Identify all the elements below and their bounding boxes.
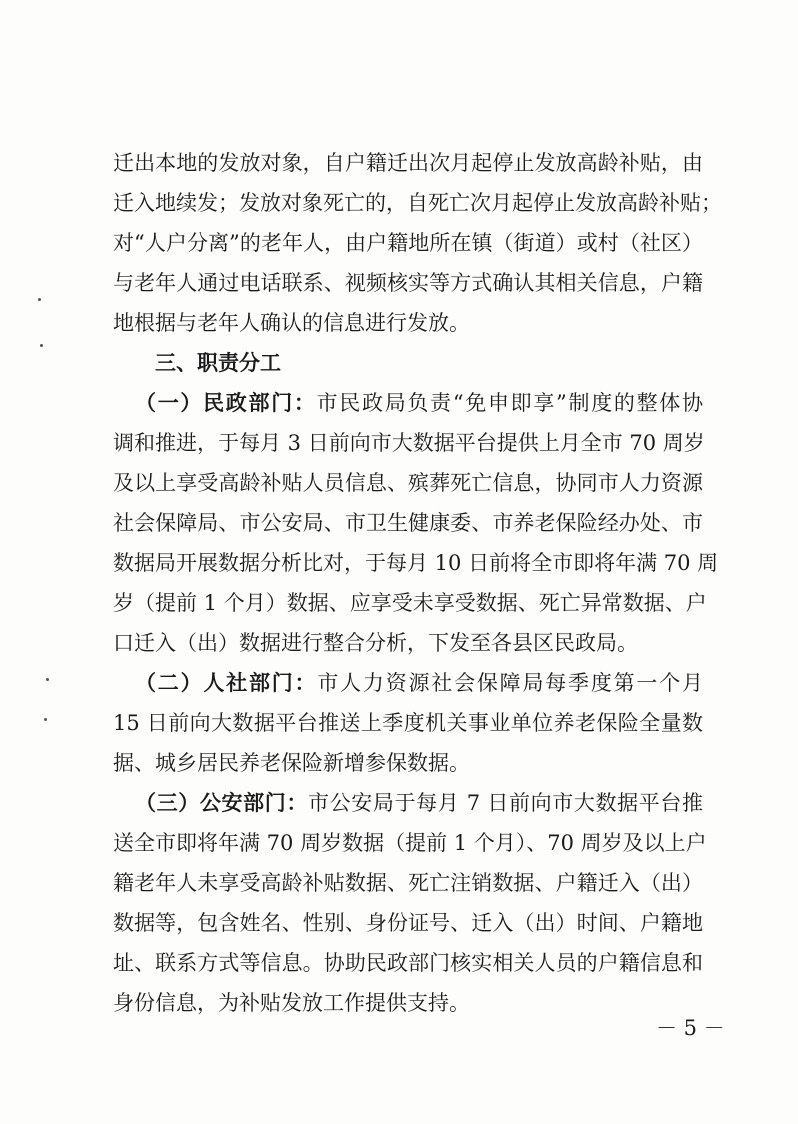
item-first-line [113, 663, 703, 703]
text-line: 数据等，包含姓名、性别、身份证号、迁入（出）时间、户籍地 [113, 911, 703, 935]
item-label: （一）民政部门： [135, 391, 317, 415]
item-first-line [113, 783, 703, 823]
text-line: 迁入地续发；发放对象死亡的，自死亡次月起停止发放高龄补贴； [113, 191, 722, 215]
text-line: 数据局开展数据分析比对，于每月 10 日前将全市即将年满 70 周 [113, 551, 719, 575]
text-line: 社会保障局、市公安局、市卫生健康委、市养老保险经办处、市 [113, 511, 703, 535]
text-line: 籍老年人未享受高龄补贴数据、死亡注销数据、户籍迁入（出） [113, 871, 703, 895]
text-line: 据、城乡居民养老保险新增参保数据。 [113, 751, 470, 775]
text-line: 及以上享受高龄补贴人员信息、殡葬死亡信息，协同市人力资源 [113, 471, 703, 495]
scan-speck [44, 718, 47, 721]
item-label: （二）人社部门： [135, 671, 318, 695]
item-text: 市人力资源社会保障局每季度第一个月 [317, 671, 704, 695]
text-line: 对“人户分离”的老年人，由户籍地所在镇（街道）或村（社区） [113, 231, 703, 255]
item-text: 市公安局于每月 7 日前向市大数据平台推 [308, 791, 703, 815]
section-heading: 三、职责分工 [155, 351, 281, 375]
item-first-line [113, 383, 703, 423]
text-line: 地根据与老年人确认的信息进行发放。 [113, 311, 470, 335]
text-line: 身份信息，为补贴发放工作提供支持。 [113, 991, 470, 1015]
scan-speck [40, 344, 43, 347]
item-label: （三）公安部门： [135, 791, 309, 815]
text-line: 迁出本地的发放对象，自户籍迁出次月起停止发放高龄补贴，由 [113, 151, 703, 175]
text-line: 岁（提前 1 个月）数据、应享受未享受数据、死亡异常数据、户 [113, 591, 707, 615]
item-text: 市民政局负责“免申即享”制度的整体协 [316, 391, 703, 415]
text-line: 口迁入（出）数据进行整合分析，下发至各县区民政局。 [113, 631, 638, 655]
page-number: － 5 － [656, 1016, 725, 1040]
body-text [113, 143, 722, 1023]
text-line: 送全市即将年满 70 周岁数据（提前 1 个月）、70 周岁及以上户 [113, 831, 707, 855]
scan-speck [38, 298, 41, 301]
text-line: 址、联系方式等信息。协助民政部门核实相关人员的户籍信息和 [113, 951, 703, 975]
text-line: 与老年人通过电话联系、视频核实等方式确认其相关信息，户籍 [113, 271, 703, 295]
text-line: 15 日前向大数据平台推送上季度机关事业单位养老保险全量数 [113, 711, 703, 735]
scan-speck [46, 678, 49, 681]
text-line: 调和推进，于每月 3 日前向市大数据平台提供上月全市 70 周岁 [113, 431, 705, 455]
